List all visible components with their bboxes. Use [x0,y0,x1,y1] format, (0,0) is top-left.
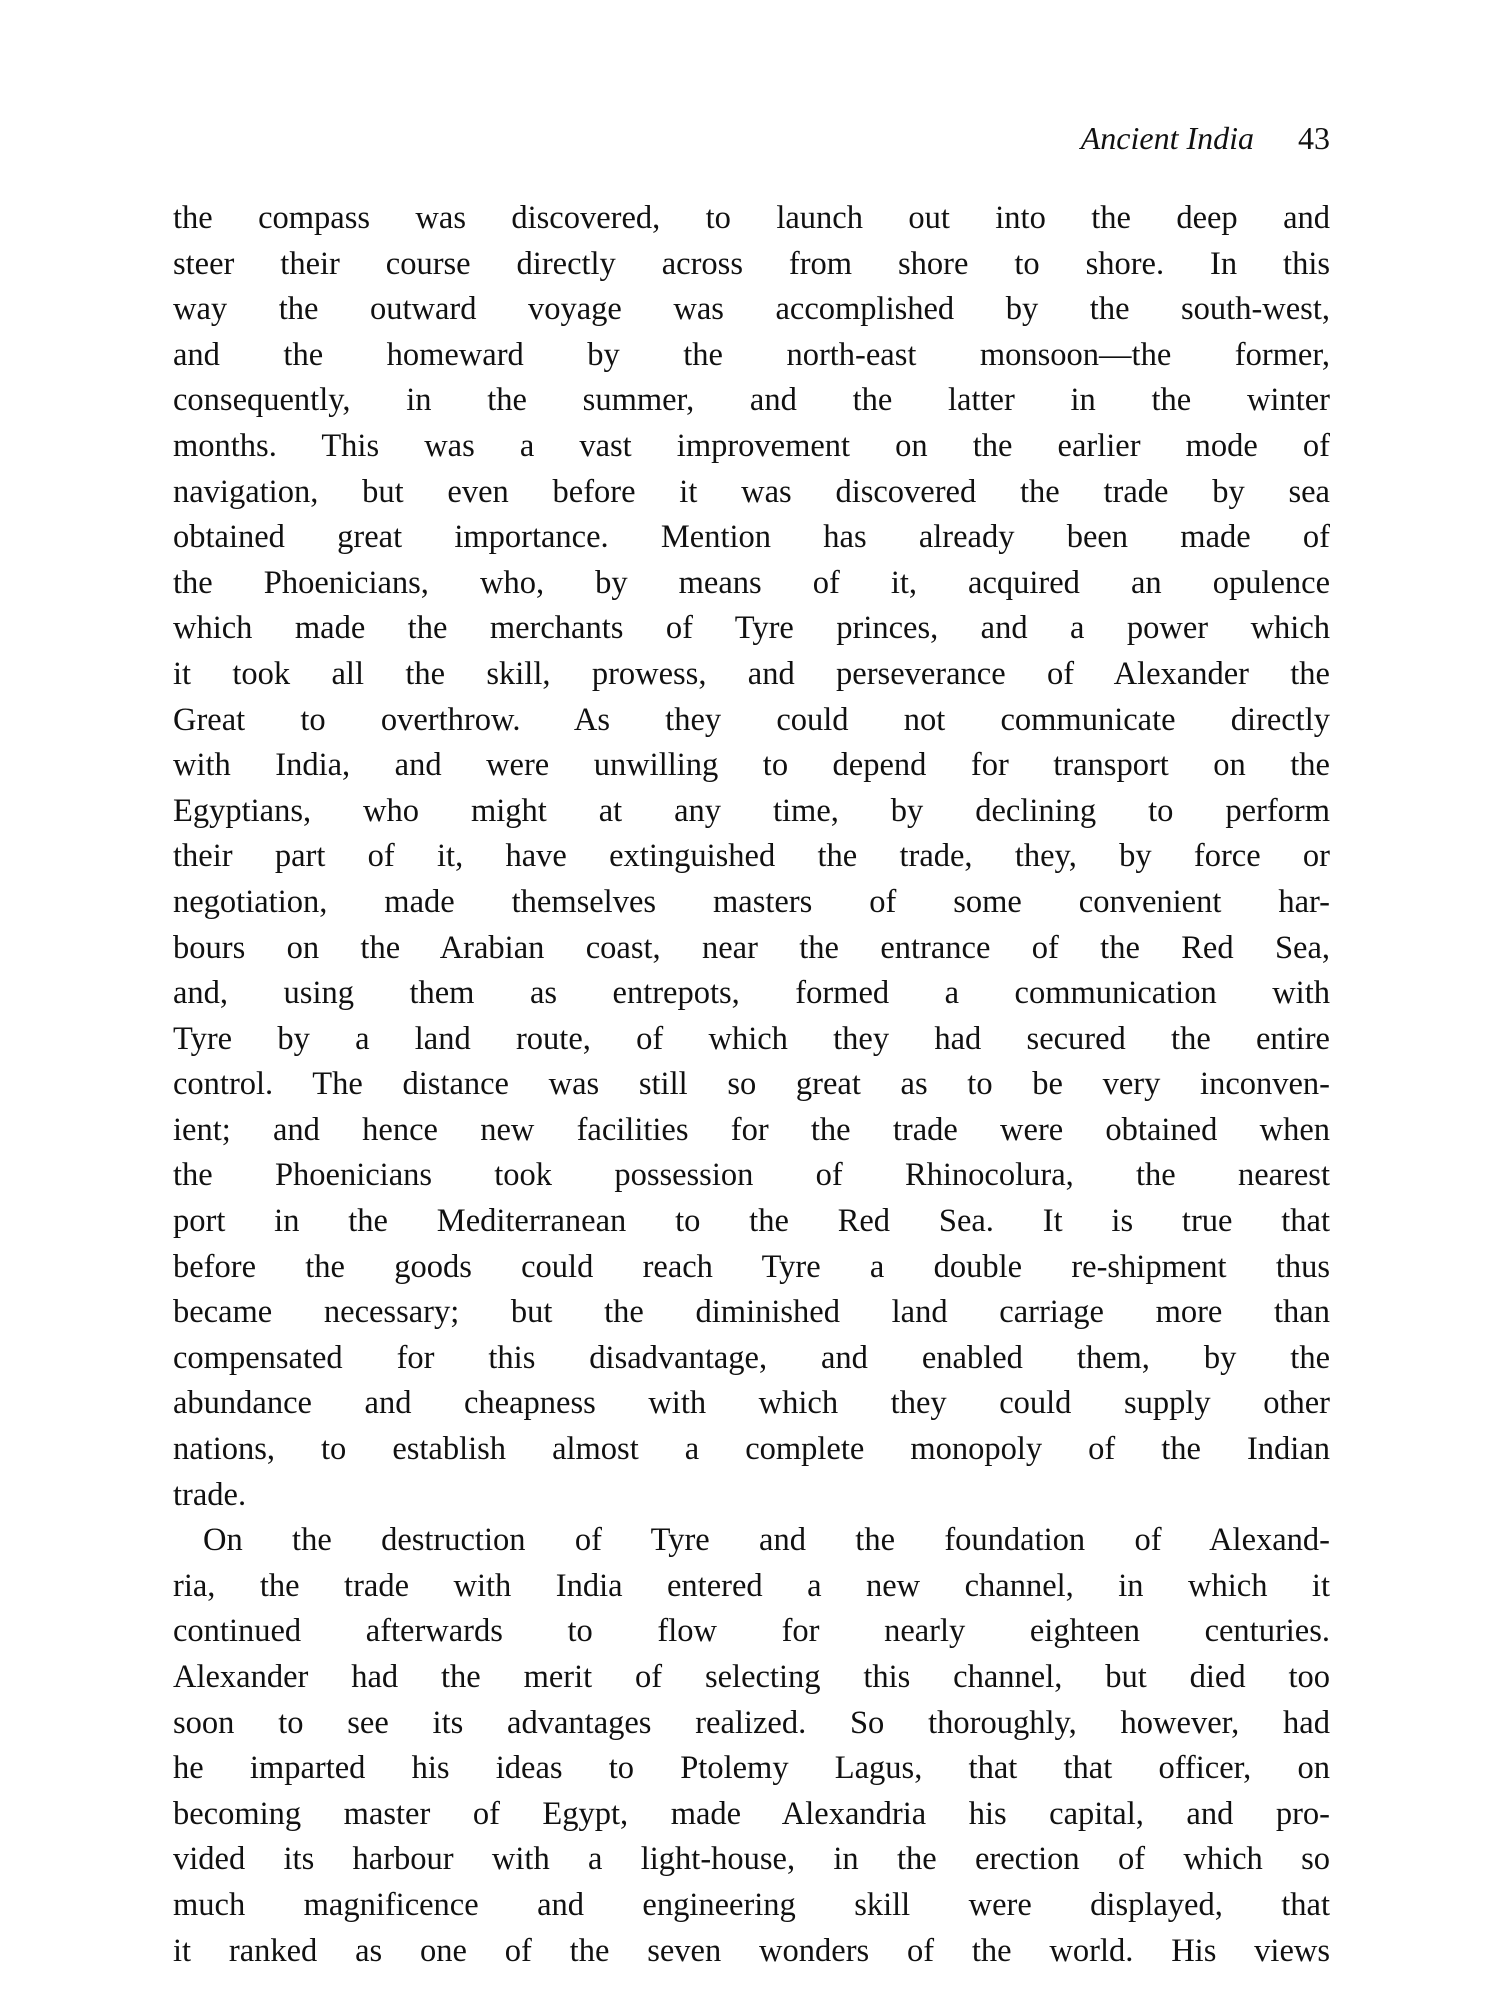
text-line: way the outward voyage was accomplished by the south-west, [173,291,1330,328]
text-line: the Phoenicians, who, by means of it, acquired an opulence [173,564,1330,601]
text-line: which made the merchants of Tyre princes, and a power which [173,610,1330,647]
text-line: the Phoenicians took possession of Rhinocolura, the nearest [173,1157,1330,1194]
text-line: Tyre by a land route, of which they had secured the entire [173,1020,1330,1057]
text-line: vided its harbour with a light-house, in the erection of which so [173,1841,1330,1878]
text-line: much magnificence and engineering skill were displayed, that [173,1886,1330,1923]
text-line: On the destruction of Tyre and the foundation of Alexand- [203,1522,1330,1559]
text-line: soon to see its advantages realized. So thoroughly, however, had [173,1704,1330,1741]
text-line: compensated for this disadvantage, and enabled them, by the [173,1339,1330,1376]
text-line: and, using them as entrepots, formed a communication with [173,975,1330,1012]
text-line: port in the Mediterranean to the Red Sea. It is true that [173,1203,1330,1240]
text-line: it ranked as one of the seven wonders of the world. His views [173,1932,1330,1969]
text-line: bours on the Arabian coast, near the entrance of the Red Sea, [173,929,1330,966]
text-line: Great to overthrow. As they could not communicate directly [173,701,1330,738]
running-head [173,118,1330,158]
paragraph-1 [173,196,1330,1518]
text-line: became necessary; but the diminished land carriage more than [173,1294,1330,1331]
body-text [173,196,1330,1974]
text-line: the compass was discovered, to launch out into the deep and [173,200,1330,236]
text-line: he imparted his ideas to Ptolemy Lagus, that that officer, on [173,1750,1330,1787]
text-line: trade. [173,1476,247,1513]
text-line: before the goods could reach Tyre a double re-shipment thus [173,1248,1330,1285]
paragraph-2 [173,1518,1330,1974]
page-number: 43 [1298,120,1330,156]
text-line: Egyptians, who might at any time, by declining to perform [173,792,1330,829]
text-line: negotiation, made themselves masters of some convenient har- [173,883,1330,920]
text-line: navigation, but even before it was discovered the trade by sea [173,473,1330,510]
text-line: continued afterwards to flow for nearly eighteen centuries. [173,1613,1330,1650]
text-line: their part of it, have extinguished the trade, they, by force or [173,838,1330,875]
running-head-title: Ancient India [1080,120,1254,156]
text-line: abundance and cheapness with which they could supply other [173,1385,1330,1422]
text-line: becoming master of Egypt, made Alexandria his capital, and pro- [173,1795,1330,1832]
text-line: with India, and were unwilling to depend for transport on the [173,747,1330,784]
text-line: steer their course directly across from shore to shore. In this [173,245,1330,282]
text-line: months. This was a vast improvement on the earlier mode of [173,427,1330,464]
text-line: obtained great importance. Mention has already been made of [173,519,1330,556]
text-line: consequently, in the summer, and the latter in the winter [173,382,1330,419]
text-line: Alexander had the merit of selecting this channel, but died too [173,1659,1330,1695]
text-line: ient; and hence new facilities for the trade were obtained when [173,1111,1330,1148]
text-line: control. The distance was still so great as to be very inconven- [173,1066,1330,1103]
text-line: ria, the trade with India entered a new channel, in which it [173,1567,1330,1604]
text-line: and the homeward by the north-east monsoon—the former, [173,336,1330,373]
text-line: nations, to establish almost a complete monopoly of the Indian [173,1431,1330,1468]
text-line: it took all the skill, prowess, and perseverance of Alexander the [173,655,1330,692]
